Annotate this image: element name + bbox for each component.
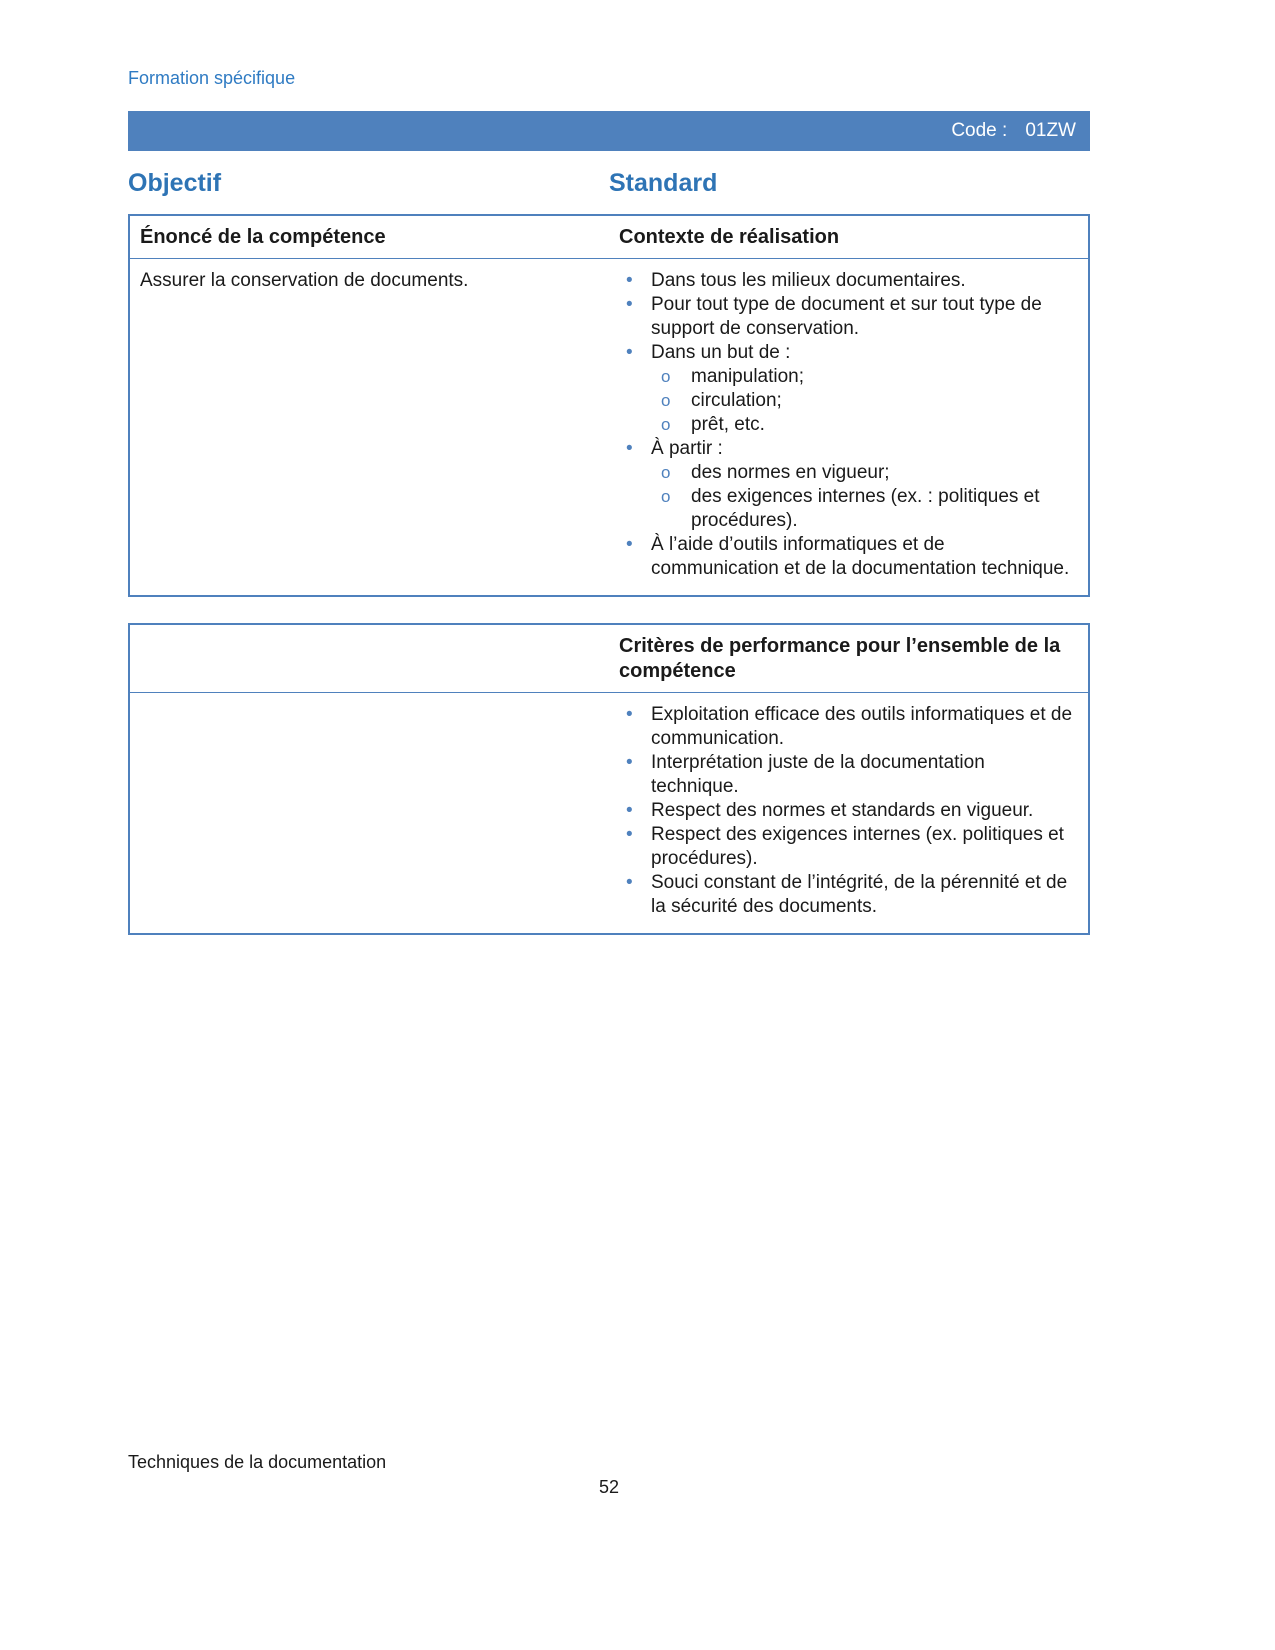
sub-bullet-text: des exigences internes (ex. : politiques et procédures). [691,486,1040,531]
bullet-icon: • [626,752,633,773]
bullet-icon: • [626,872,633,893]
bullet-text: Respect des normes et standards en vigueur. [651,800,1034,821]
performance-table-header [130,625,1088,693]
section-eyebrow: Formation spécifique [128,68,296,88]
footer-program-title: Techniques de la documentation [128,1452,387,1472]
bullet-icon: • [626,534,633,555]
sub-bullet-icon: o [661,487,671,506]
bullet-icon: • [626,294,633,315]
context-bullet-list [609,267,1088,581]
page-footer [128,1452,1090,1498]
page-number: 52 [598,1477,620,1497]
bullet-item [619,533,1076,581]
bullet-item [619,823,1076,871]
performance-table-body [130,693,1088,933]
bullet-item [619,871,1076,919]
competency-statement-header: Énoncé de la compétence [140,226,386,248]
bullet-text: Interprétation juste de la documentation technique. [651,752,985,797]
bullet-text: Souci constant de l’intégrité, de la pérennité et de la sécurité des documents. [651,872,1068,917]
bullet-icon: • [626,800,633,821]
context-header: Contexte de réalisation [619,226,840,248]
code-value: 01ZW [1025,120,1076,141]
competency-statement: Assurer la conservation de documents. [140,270,469,291]
bullet-item [619,799,1076,823]
sub-bullet-item [659,365,1076,389]
column-headings [128,169,1090,198]
bullet-text: À partir : [651,438,723,459]
heading-standard: Standard [609,169,718,197]
bullet-icon: • [626,438,633,459]
sub-bullet-item [659,389,1076,413]
sub-bullet-item [659,485,1076,533]
bullet-text: Dans tous les milieux documentaires. [651,270,966,291]
competency-table-header [130,216,1088,259]
bullet-text: À l’aide d’outils informatiques et de communication et de la documentation technique. [651,534,1070,579]
performance-table [128,623,1090,935]
bullet-icon: • [626,342,633,363]
page-content [128,0,1090,935]
code-bar [128,111,1090,151]
heading-objectif: Objectif [128,169,222,197]
bullet-icon: • [626,704,633,725]
sub-bullet-text: prêt, etc. [691,414,765,435]
bullet-text: Exploitation efficace des outils informatiques et de communication. [651,704,1073,749]
bullet-item [619,341,1076,365]
bullet-text: Respect des exigences internes (ex. politiques et procédures). [651,824,1064,869]
bullet-text: Pour tout type de document et sur tout type de support de conservation. [651,294,1042,339]
sub-bullet-text: des normes en vigueur; [691,462,890,483]
bullet-item [619,703,1076,751]
code-label: Code : [951,120,1008,141]
performance-empty-header [130,625,609,692]
bullet-icon: • [626,270,633,291]
sub-bullet-icon: o [661,391,671,410]
competency-table [128,214,1090,597]
sub-bullet-icon: o [661,463,671,482]
performance-empty-cell [130,701,609,919]
competency-table-body [130,259,1088,595]
bullet-item [619,293,1076,341]
bullet-text: Dans un but de : [651,342,791,363]
sub-bullet-icon: o [661,367,671,386]
sub-bullet-icon: o [661,415,671,434]
bullet-icon: • [626,824,633,845]
bullet-item [619,269,1076,293]
sub-bullet-text: circulation; [691,390,782,411]
bullet-item [619,751,1076,799]
sub-bullet-item [659,461,1076,485]
performance-criteria-header: Critères de performance pour l’ensemble de la compétence [619,635,1061,682]
bullet-item [619,437,1076,461]
performance-bullet-list [609,701,1088,919]
sub-bullet-text: manipulation; [691,366,805,387]
sub-bullet-item [659,413,1076,437]
